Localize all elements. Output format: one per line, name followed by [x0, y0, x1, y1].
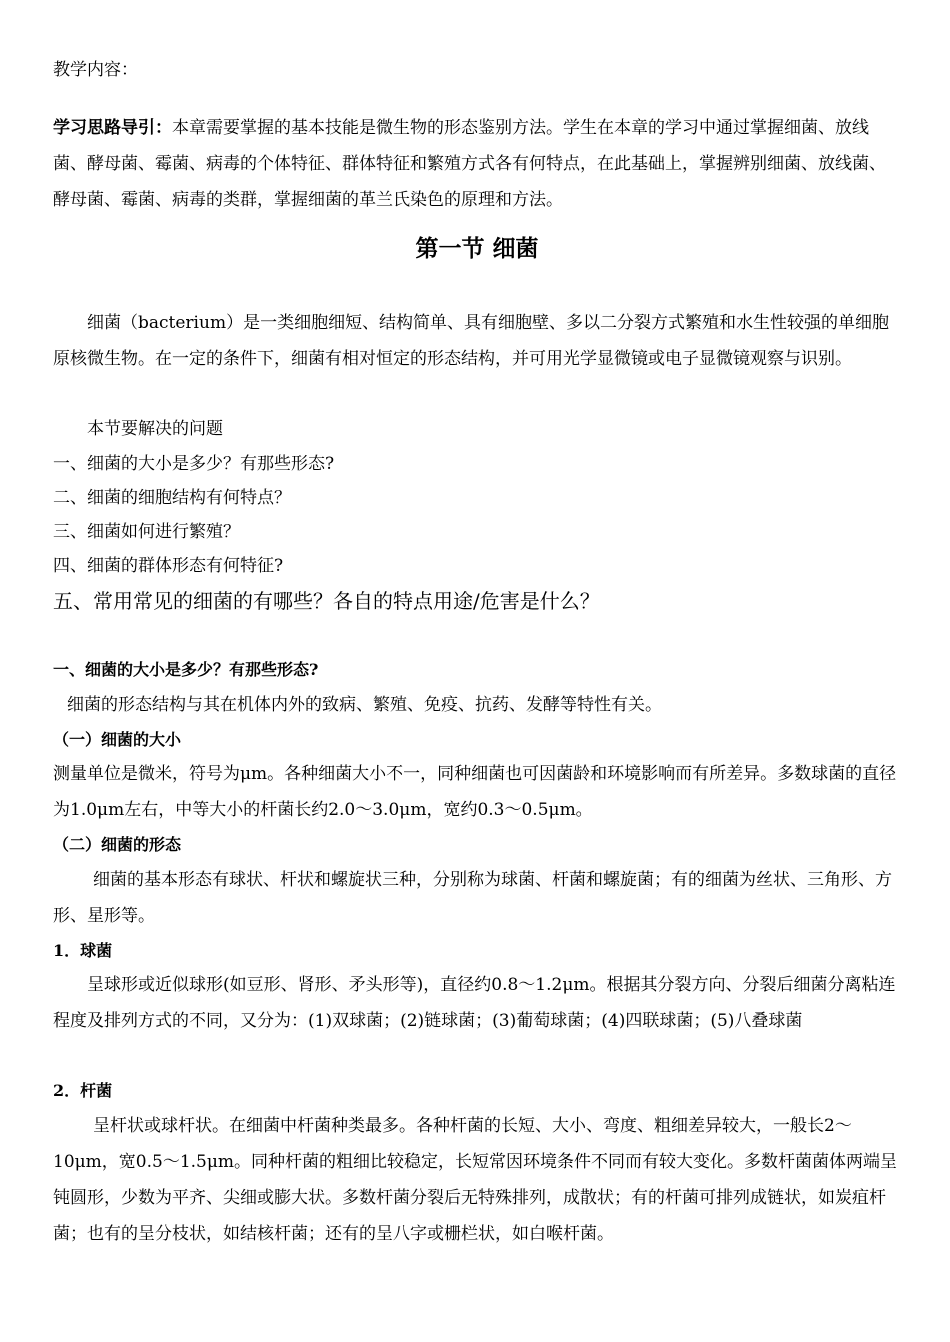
study-guide-label: 学习思路导引：	[53, 118, 172, 138]
cocci-subtitle: 1．球菌	[53, 941, 113, 960]
question-item: 五、常用常见的细菌的有哪些？各自的特点用途/危害是什么？	[53, 589, 600, 613]
shape-subtitle: （二）细菌的形态	[53, 835, 182, 854]
question-item: 三、细菌如何进行繁殖？	[53, 522, 240, 542]
cocci-paragraph: 呈球形或近似球形(如豆形、肾形、矛头形等)，直径约0.8～1.2μm。根据其分裂方向、分裂后细菌分离粘连程度及排列方式的不同，又分为：(1)双球菌；(2)链球菌；(3)葡萄球菌；(4)四联球菌；(5)八叠球菌	[53, 975, 896, 1031]
intro-paragraph: 细菌（bacterium）是一类细胞细短、结构简单、具有细胞壁、多以二分裂方式繁殖和水生性较强的单细胞原核微生物。在一定的条件下，细菌有相对恒定的形态结构，并可用光学显微镜或电子显微镜观察与识别。	[53, 313, 890, 369]
bacilli-paragraph: 呈杆状或球杆状。在细菌中杆菌种类最多。各种杆菌的长短、大小、弯度、粗细差异较大，一般长2～10μm，宽0.5～1.5μm。同种杆菌的粗细比较稳定，长短常因环境条件不同而有较大变化。多数杆菌菌体两端呈钝圆形，少数为平齐、尖细或膨大状。多数杆菌分裂后无特殊排列，成散状；有的杆菌可排列成链状，如炭疽杆菌；也有的呈分枝状，如结核杆菌；还有的呈八字或栅栏状，如白喉杆菌。	[53, 1116, 898, 1244]
shape-paragraph: 细菌的基本形态有球状、杆状和螺旋状三种，分别称为球菌、杆菌和螺旋菌；有的细菌为丝状、三角形、方形、星形等。	[53, 870, 892, 926]
question-item: 四、细菌的群体形态有何特征?	[53, 556, 284, 576]
question-item: 二、细菌的细胞结构有何特点？	[53, 488, 291, 508]
teaching-content-label: 教学内容：	[53, 60, 138, 80]
bacilli-subtitle: 2．杆菌	[53, 1081, 113, 1100]
study-guide-text: 本章需要掌握的基本技能是微生物的形态鉴别方法。学生在本章的学习中通过掌握细菌、放线菌、酵母菌、霉菌、病毒的个体特征、群体特征和繁殖方式各有何特点，在此基础上，掌握辨别细菌、放线菌、酵母菌、霉菌、病毒的类群，掌握细菌的革兰氏染色的原理和方法。	[53, 118, 886, 210]
question-item: 一、细菌的大小是多少？有那些形态?	[53, 454, 335, 474]
section-title: 第一节 细菌	[415, 236, 539, 262]
size-subtitle: （一）细菌的大小	[53, 730, 182, 749]
part1-title: 一、细菌的大小是多少？有那些形态?	[53, 660, 319, 679]
questions-title: 本节要解决的问题	[87, 419, 223, 439]
part1-lead: 细菌的形态结构与其在机体内外的致病、繁殖、免疫、抗药、发酵等特性有关。	[67, 695, 662, 715]
size-paragraph: 测量单位是微米，符号为μm。各种细菌大小不一，同种细菌也可因菌龄和环境影响而有所差异。多数球菌的直径为1.0μm左右，中等大小的杆菌长约2.0～3.0μm，宽约0.3～0.5μm。	[53, 764, 897, 820]
study-guide-paragraph	[53, 110, 901, 218]
